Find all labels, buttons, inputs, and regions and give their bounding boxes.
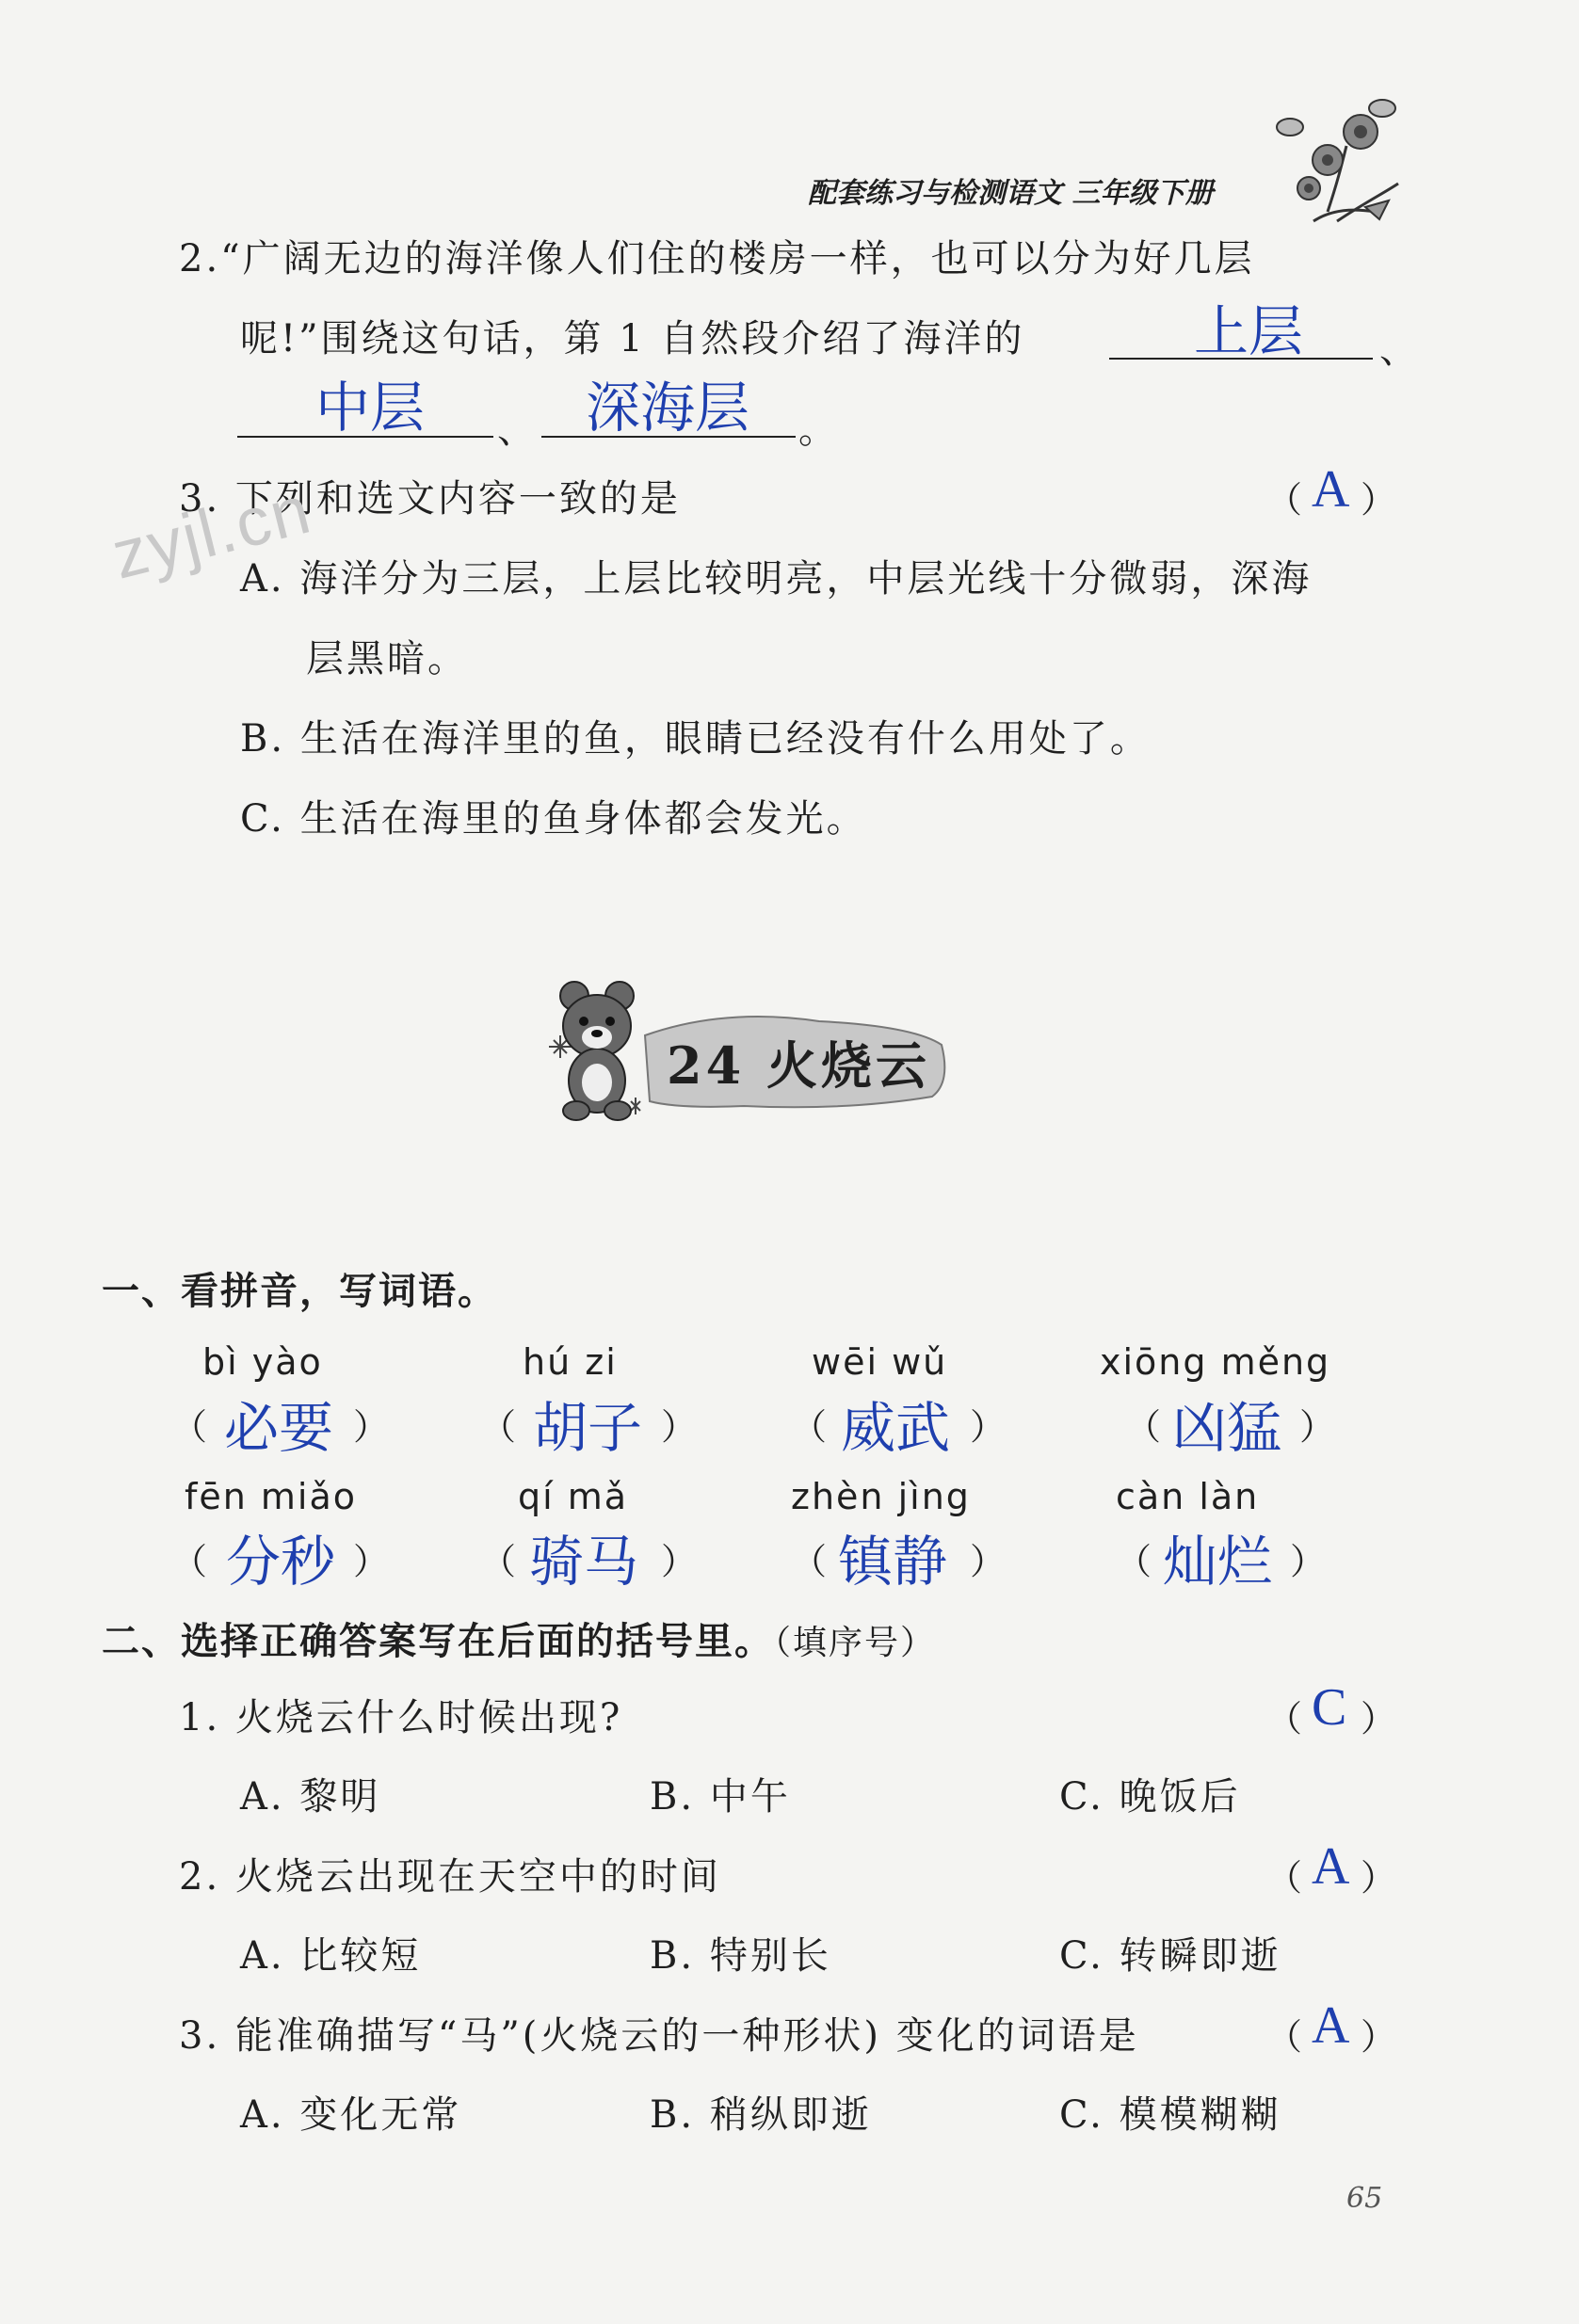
word-answer-8: 灿烂 bbox=[1163, 1531, 1273, 1593]
q2-answer-2: 中层 bbox=[315, 377, 426, 439]
word-answer-6: 骑马 bbox=[529, 1531, 639, 1593]
pinyin-4: xiōng měng bbox=[1100, 1341, 1331, 1383]
paren-open-1: （ bbox=[171, 1406, 208, 1448]
s2-q3-option-c: C. 模模糊糊 bbox=[1059, 2093, 1281, 2137]
s2-q2-option-c: C. 转瞬即逝 bbox=[1059, 1934, 1281, 1978]
s2-q2-option-a: A. 比较短 bbox=[240, 1934, 422, 1978]
s2-q3-option-b: B. 稍纵即逝 bbox=[650, 2093, 872, 2137]
section1-heading: 一、看拼音，写词语。 bbox=[102, 1270, 497, 1313]
s2-q3-option-a: A. 变化无常 bbox=[240, 2093, 462, 2137]
s2-q2-option-b: B. 特别长 bbox=[650, 1934, 831, 1978]
pinyin-5: fēn miǎo bbox=[185, 1476, 358, 1517]
q2-answer-3: 深海层 bbox=[586, 377, 750, 439]
pinyin-3: wēi wǔ bbox=[812, 1341, 948, 1383]
q2-separator-1: 、 bbox=[1379, 329, 1420, 372]
section2-heading bbox=[102, 1611, 936, 1665]
q2-line2: 呢!”围绕这句话，第 1 自然段介绍了海洋的 bbox=[240, 317, 1025, 361]
s2-q2-paren-close: ） bbox=[1361, 1857, 1397, 1899]
pinyin-1: bì yào bbox=[202, 1341, 323, 1383]
word-answer-7: 镇静 bbox=[838, 1531, 948, 1593]
word-answer-2: 胡子 bbox=[533, 1398, 643, 1459]
paren-open-8: （ bbox=[1116, 1541, 1152, 1582]
q2-line1: 2.“广阔无边的海洋像人们住的楼房一样，也可以分为好几层 bbox=[179, 237, 1255, 280]
q3-option-c: C. 生活在海里的鱼身体都会发光。 bbox=[240, 797, 867, 841]
paren-close-3: ） bbox=[970, 1406, 1007, 1448]
s2-q1-paren-open: （ bbox=[1266, 1698, 1303, 1739]
q3-option-a-line1: A. 海洋分为三层，上层比较明亮，中层光线十分微弱，深海 bbox=[240, 557, 1313, 601]
paren-close-5: ） bbox=[353, 1541, 390, 1582]
q3-option-a-line2: 层黑暗。 bbox=[306, 637, 468, 681]
section2-heading-text: 二、选择正确答案写在后面的括号里。 bbox=[102, 1620, 774, 1663]
pinyin-8: càn làn bbox=[1116, 1476, 1260, 1517]
paren-open-3: （ bbox=[791, 1406, 828, 1448]
s2-q1-option-b: B. 中午 bbox=[650, 1775, 791, 1819]
paren-close-2: ） bbox=[661, 1406, 698, 1448]
s2-q2-paren-open: （ bbox=[1266, 1857, 1303, 1899]
s2-q3-paren-close: ） bbox=[1361, 2016, 1397, 2058]
page-number: 65 bbox=[1346, 2182, 1383, 2215]
word-answer-1: 必要 bbox=[224, 1398, 334, 1459]
s2-q3-paren-open: （ bbox=[1266, 2016, 1303, 2058]
s2-q1-option-a: A. 黎明 bbox=[240, 1775, 381, 1819]
pinyin-7: zhèn jìng bbox=[791, 1476, 971, 1517]
section2-note: （填序号） bbox=[774, 1624, 937, 1662]
s2-q2-answer: A bbox=[1312, 1837, 1350, 1896]
s2-q1-paren-close: ） bbox=[1361, 1698, 1397, 1739]
pinyin-6: qí mǎ bbox=[518, 1476, 629, 1517]
paren-open-6: （ bbox=[480, 1541, 517, 1582]
paren-close-7: ） bbox=[970, 1541, 1007, 1582]
paren-open-5: （ bbox=[171, 1541, 208, 1582]
word-answer-3: 威武 bbox=[841, 1398, 951, 1459]
paren-close-1: ） bbox=[353, 1406, 390, 1448]
word-answer-4: 凶猛 bbox=[1172, 1398, 1282, 1459]
q3-stem: 3. 下列和选文内容一致的是 bbox=[179, 477, 681, 521]
q3-paren-close: ） bbox=[1361, 479, 1397, 521]
book-title: 配套练习与检测语文 三年级下册 bbox=[808, 177, 1214, 210]
paren-open-4: （ bbox=[1125, 1406, 1162, 1448]
lesson-title: 24 火烧云 bbox=[667, 1035, 930, 1096]
paren-open-7: （ bbox=[791, 1541, 828, 1582]
paren-open-2: （ bbox=[480, 1406, 517, 1448]
paren-close-6: ） bbox=[661, 1541, 698, 1582]
s2-q3-stem: 3. 能准确描写“马”(火烧云的一种形状) 变化的词语是 bbox=[179, 2014, 1139, 2058]
watermark: zyjl.cn bbox=[105, 472, 319, 594]
q3-paren-open: （ bbox=[1266, 479, 1303, 521]
flower-bee-decoration-icon bbox=[1224, 89, 1403, 231]
s2-q1-stem: 1. 火烧云什么时候出现? bbox=[179, 1696, 623, 1739]
s2-q1-answer: C bbox=[1312, 1678, 1347, 1737]
s2-q1-option-c: C. 晚饭后 bbox=[1059, 1775, 1241, 1819]
s2-q3-answer: A bbox=[1312, 1996, 1350, 2055]
s2-q2-stem: 2. 火烧云出现在天空中的时间 bbox=[179, 1855, 721, 1899]
q2-answer-1: 上层 bbox=[1194, 301, 1304, 362]
paren-close-8: ） bbox=[1290, 1541, 1327, 1582]
paren-close-4: ） bbox=[1299, 1406, 1336, 1448]
pinyin-2: hú zi bbox=[523, 1341, 618, 1383]
q3-answer: A bbox=[1312, 460, 1350, 519]
q3-option-b: B. 生活在海洋里的鱼，眼睛已经没有什么用处了。 bbox=[240, 717, 1151, 761]
word-answer-5: 分秒 bbox=[226, 1531, 336, 1593]
q2-end-mark: 。 bbox=[798, 409, 839, 452]
q2-separator-2: 、 bbox=[497, 409, 538, 452]
